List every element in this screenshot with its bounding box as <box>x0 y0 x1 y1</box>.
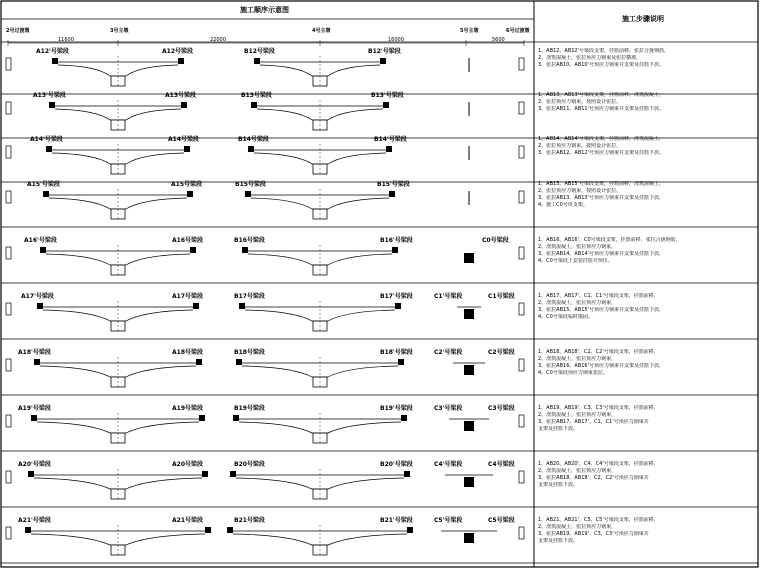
transition-pier-left <box>6 146 11 158</box>
step-description-line: 1、AB17、AB17'、C1、C1'号梁段支架，挂篮前移， <box>538 293 659 299</box>
cantilever-3-traveller-left <box>25 527 31 533</box>
segment-label-left: A12'号梁段 <box>36 48 69 55</box>
step-description <box>538 405 754 433</box>
segment-label-right-a: B21号梁段 <box>234 517 265 524</box>
transition-pier-right <box>519 58 524 70</box>
cantilever-4-traveller-left <box>248 146 254 152</box>
segment-label-left: A17'号梁段 <box>21 293 54 300</box>
cantilever-3-traveller-left <box>49 102 55 108</box>
cantilever-4-soffit <box>248 254 392 265</box>
cantilever-4-traveller-right <box>395 303 401 309</box>
cantilever-3-traveller-right <box>196 359 202 365</box>
segment-label-mid: A15号梁段 <box>171 181 202 188</box>
segment-label-mid: A18号梁段 <box>172 349 203 356</box>
transition-pier-left <box>6 415 11 427</box>
transition-pier-right <box>519 359 524 371</box>
cantilever-3-traveller-right <box>205 527 211 533</box>
cantilever-3-traveller-right <box>184 146 190 152</box>
transition-pier-left <box>6 191 11 203</box>
step-description-line: 2、浇筑混凝土，张拉预应力钢束， <box>538 300 617 306</box>
pier-label-3: 3号主墩 <box>110 28 129 34</box>
segment-label-left: A13'号梁段 <box>33 92 66 99</box>
cantilever-3-soffit <box>37 422 199 433</box>
cantilever-3-soffit <box>58 65 178 76</box>
step-description-line: 1、AB18、AB18'、C2、C2'号梁段支架，挂篮前移， <box>538 349 659 355</box>
segment-label-right-b: B20'号梁段 <box>380 461 413 468</box>
cantilever-4-traveller-right <box>392 247 398 253</box>
segment-label-right-a: B19号梁段 <box>234 405 265 412</box>
cantilever-4-soffit <box>245 310 395 321</box>
transition-pier-left <box>6 527 11 539</box>
cantilever-3-soffit <box>40 366 196 377</box>
cantilever-4-traveller-left <box>227 527 233 533</box>
cantilever-3-soffit <box>55 109 181 120</box>
step-description <box>538 349 754 377</box>
cantilever-3-traveller-left <box>34 359 40 365</box>
step-description-line: 4、C0号梁段预应力钢束张拉。 <box>538 370 608 376</box>
cantilever-4-soffit <box>257 109 383 120</box>
segment-label-right-a: B14号梁段 <box>238 136 269 143</box>
step-description <box>538 92 754 113</box>
step-description-line: 2、浇筑混凝土，张拉预应力钢束， <box>538 468 617 474</box>
pier5-block <box>464 253 474 263</box>
step-description-line: 1、AB14、AB14'号梁段支架，挂篮前移，浇筑混凝土， <box>538 136 664 142</box>
cantilever-3-traveller-right <box>202 471 208 477</box>
segment-label-extra-b: C5号梁段 <box>488 517 515 524</box>
step-description-line: 2、张拉预应力钢束，按照设计张拉， <box>538 188 622 194</box>
segment-label-left: A14'号梁段 <box>30 136 63 143</box>
cantilever-4-soffit <box>251 198 389 209</box>
step-description-line: 1、AB12、AB12'号梁段支架，挂篮前移，张拉合拢钢筋， <box>538 48 669 54</box>
step-description <box>538 237 754 265</box>
cantilever-3-soffit <box>49 198 187 209</box>
dimension-2: 22000 <box>210 37 226 43</box>
segment-label-extra-a: C4'号梁段 <box>434 461 463 468</box>
step-description <box>538 181 754 209</box>
step-description-line: 支架及挂篮下放。 <box>538 538 579 544</box>
pier-label-2: 2号过渡墩 <box>6 28 30 34</box>
cantilever-4-traveller-right <box>383 102 389 108</box>
cantilever-4-traveller-left <box>242 247 248 253</box>
cantilever-4-soffit <box>242 366 398 377</box>
segment-label-extra-b: C2号梁段 <box>488 349 515 356</box>
step-description-line: 1、AB15、AB15'号梁段支架，挂篮前移，浇筑混凝土， <box>538 181 664 187</box>
segment-label-right-b: B12'号梁段 <box>368 48 401 55</box>
transition-pier-right <box>519 527 524 539</box>
transition-pier-right <box>519 471 524 483</box>
segment-label-mid: A14号梁段 <box>168 136 199 143</box>
segment-label-left: A19'号梁段 <box>18 405 51 412</box>
step-description-line: 3、张拉AB15、AB15'号预应力钢束并支架及挂篮下放， <box>538 307 664 313</box>
segment-label-left: A16'号梁段 <box>24 237 57 244</box>
segment-label-extra-b: C3号梁段 <box>488 405 515 412</box>
cantilever-4-traveller-right <box>398 359 404 365</box>
segment-label-right-a: B16号梁段 <box>234 237 265 244</box>
segment-label-extra-b: C4号梁段 <box>488 461 515 468</box>
segment-label-right-b: B14'号梁段 <box>374 136 407 143</box>
cantilever-4-traveller-left <box>233 415 239 421</box>
segment-label-right-b: B17'号梁段 <box>380 293 413 300</box>
step-description-line: 2、浇筑混凝土，张拉预应力钢束， <box>538 244 617 250</box>
step-description-line: 3、张拉AB13、AB13'号预应力钢束并支架及挂篮下放， <box>538 195 664 201</box>
cantilever-4-traveller-right <box>404 471 410 477</box>
cantilever-4-traveller-right <box>389 191 395 197</box>
step-description-line: 3、张拉AB10、AB10'号预应力钢束并支架及挂篮下放。 <box>538 62 664 68</box>
step-description-line: 4、C0号梁段临时锚固。 <box>538 314 593 320</box>
cantilever-4-soffit <box>239 422 401 433</box>
segment-label-right-a: B15号梁段 <box>235 181 266 188</box>
transition-pier-right <box>519 146 524 158</box>
cantilever-3-traveller-right <box>178 58 184 64</box>
pier-label-6: 6号过渡墩 <box>506 28 530 34</box>
dimension-3: 16000 <box>388 37 404 43</box>
transition-pier-left <box>6 58 11 70</box>
step-description-line: 3、张拉AB14、AB14'号预应力钢束并支架及挂篮下放， <box>538 251 664 257</box>
segment-label-mid: A13号梁段 <box>165 92 196 99</box>
segment-label-mid: A21号梁段 <box>172 517 203 524</box>
step-description-line: 4、施工C0号块支架。 <box>538 202 588 208</box>
pier-label-5: 5号主墩 <box>460 28 479 34</box>
segment-label-extra-a: C3'号梁段 <box>434 405 463 412</box>
step-description-line: 4、C0号梁段上安装挂篮并预压。 <box>538 258 613 264</box>
cantilever-4-traveller-left <box>251 102 257 108</box>
cantilever-3-traveller-right <box>193 303 199 309</box>
cantilever-4-traveller-right <box>407 527 413 533</box>
pier5-block <box>464 421 474 431</box>
segment-label-extra-a: C2'号梁段 <box>434 349 463 356</box>
transition-pier-left <box>6 247 11 259</box>
segment-label-mid: A17号梁段 <box>172 293 203 300</box>
transition-pier-right <box>519 102 524 114</box>
transition-pier-left <box>6 102 11 114</box>
cantilever-4-soffit <box>236 478 404 489</box>
segment-label-right-b: B19'号梁段 <box>380 405 413 412</box>
dimension-4: 5600 <box>492 37 505 43</box>
dimension-1: 11600 <box>58 37 74 43</box>
cantilever-4-soffit <box>254 153 386 164</box>
step-description-line: 支架及挂篮下放。 <box>538 426 579 432</box>
step-description-line: 3、张拉AB19、AB19'、C3、C3'号预应力钢束并 <box>538 531 649 537</box>
step-description-line: 1、AB20、AB20'、C4、C4'号梁段支架，挂篮前移， <box>538 461 659 467</box>
segment-label-right-a: B18号梁段 <box>234 349 265 356</box>
description-title: 施工步骤说明 <box>622 15 664 23</box>
step-description <box>538 517 754 545</box>
transition-pier-left <box>6 359 11 371</box>
cantilever-3-traveller-right <box>190 247 196 253</box>
cantilever-4-soffit <box>233 534 407 545</box>
segment-label-left: A21'号梁段 <box>18 517 51 524</box>
step-description-line: 3、张拉AB17、AB17'、C1、C1'号预应力钢束并 <box>538 419 649 425</box>
cantilever-4-traveller-right <box>380 58 386 64</box>
step-description-line: 2、浇筑混凝土，张拉预应力钢束， <box>538 524 617 530</box>
cantilever-3-soffit <box>43 310 193 321</box>
cantilever-3-soffit <box>52 153 184 164</box>
segment-label-right-b: B21'号梁段 <box>380 517 413 524</box>
step-description-line: 1、AB16、AB16'、C0号梁段支架，挂篮前移，张拉合拢钢筋， <box>538 237 681 243</box>
step-description-line: 2、浇筑混凝土，张拉预应力钢束， <box>538 356 617 362</box>
segment-label-left: A15'号梁段 <box>27 181 60 188</box>
cantilever-3-soffit <box>34 478 202 489</box>
diagram-title: 施工顺序示意图 <box>240 6 289 14</box>
cantilever-3-soffit <box>46 254 190 265</box>
segment-label-right-b: B13'号梁段 <box>371 92 404 99</box>
transition-pier-right <box>519 247 524 259</box>
segment-label-right-b: B16'号梁段 <box>380 237 413 244</box>
transition-pier-left <box>6 471 11 483</box>
cantilever-4-traveller-left <box>230 471 236 477</box>
transition-pier-right <box>519 303 524 315</box>
cantilever-3-traveller-left <box>52 58 58 64</box>
step-description-line: 2、张拉预应力钢束，按照设计张拉， <box>538 143 622 149</box>
cantilever-3-soffit <box>31 534 205 545</box>
segment-label-right-a: B12号梁段 <box>244 48 275 55</box>
step-description-line: 3、张拉AB16、AB16'号预应力钢束并支架及挂篮下放， <box>538 363 664 369</box>
step-description <box>538 293 754 321</box>
segment-label-extra-a: C0号梁段 <box>482 237 509 244</box>
segment-label-extra-a: C5'号梁段 <box>434 517 463 524</box>
pier5-block <box>464 309 474 319</box>
cantilever-3-traveller-left <box>43 191 49 197</box>
cantilever-4-traveller-left <box>245 191 251 197</box>
cantilever-4-traveller-right <box>386 146 392 152</box>
step-description-line: 2、浇筑混凝土，张拉预应力钢束， <box>538 412 617 418</box>
cantilever-3-traveller-left <box>28 471 34 477</box>
pier5-block <box>464 365 474 375</box>
cantilever-3-traveller-right <box>199 415 205 421</box>
transition-pier-right <box>519 191 524 203</box>
step-description-line: 3、张拉AB18、AB18'、C2、C2'号预应力钢束并 <box>538 475 649 481</box>
step-description-line: 3、张拉AB12、AB12'号预应力钢束并支架及挂篮下放。 <box>538 150 664 156</box>
step-description-line: 2、张拉预应力钢束，按照设计张拉， <box>538 99 622 105</box>
pier5-block <box>464 533 474 543</box>
segment-label-left: A20'号梁段 <box>18 461 51 468</box>
pier5-block <box>464 477 474 487</box>
step-description-line: 1、AB21、AB21'、C5、C5'号梁段支架，挂篮前移， <box>538 517 659 523</box>
cantilever-3-traveller-left <box>46 146 52 152</box>
segment-label-mid: A16号梁段 <box>172 237 203 244</box>
step-description-line: 1、AB13、AB13'号梁段支架，挂篮前移，浇筑混凝土， <box>538 92 664 98</box>
segment-label-mid: A19号梁段 <box>172 405 203 412</box>
cantilever-4-traveller-left <box>239 303 245 309</box>
step-description <box>538 48 754 69</box>
step-description-line: 2、浇筑混凝土，张拉预应力钢束及张拉横坡， <box>538 55 642 61</box>
segment-label-right-a: B13号梁段 <box>241 92 272 99</box>
step-description-line: 支架及挂篮下放。 <box>538 482 579 488</box>
segment-label-mid: A20号梁段 <box>172 461 203 468</box>
cantilever-4-traveller-left <box>236 359 242 365</box>
cantilever-3-traveller-right <box>181 102 187 108</box>
segment-label-right-a: B20号梁段 <box>234 461 265 468</box>
segment-label-extra-a: C1'号梁段 <box>434 293 463 300</box>
transition-pier-right <box>519 415 524 427</box>
transition-pier-left <box>6 303 11 315</box>
pier-label-4: 4号主墩 <box>312 28 331 34</box>
cantilever-3-traveller-left <box>40 247 46 253</box>
step-description <box>538 461 754 489</box>
step-description-line: 1、AB19、AB19'、C3、C3'号梁段支架，挂篮前移， <box>538 405 659 411</box>
cantilever-4-soffit <box>260 65 380 76</box>
cantilever-3-traveller-left <box>31 415 37 421</box>
cantilever-3-traveller-left <box>37 303 43 309</box>
segment-label-right-b: B18'号梁段 <box>380 349 413 356</box>
step-description <box>538 136 754 157</box>
segment-label-right-a: B17号梁段 <box>234 293 265 300</box>
segment-label-right-b: B15'号梁段 <box>377 181 410 188</box>
segment-label-left: A18'号梁段 <box>18 349 51 356</box>
segment-label-mid: A12号梁段 <box>162 48 193 55</box>
step-description-line: 3、张拉AB11、AB11'号预应力钢束并支架及挂篮下放。 <box>538 106 664 112</box>
segment-label-extra-b: C1号梁段 <box>488 293 515 300</box>
cantilever-4-traveller-left <box>254 58 260 64</box>
cantilever-4-traveller-right <box>401 415 407 421</box>
cantilever-3-traveller-right <box>187 191 193 197</box>
